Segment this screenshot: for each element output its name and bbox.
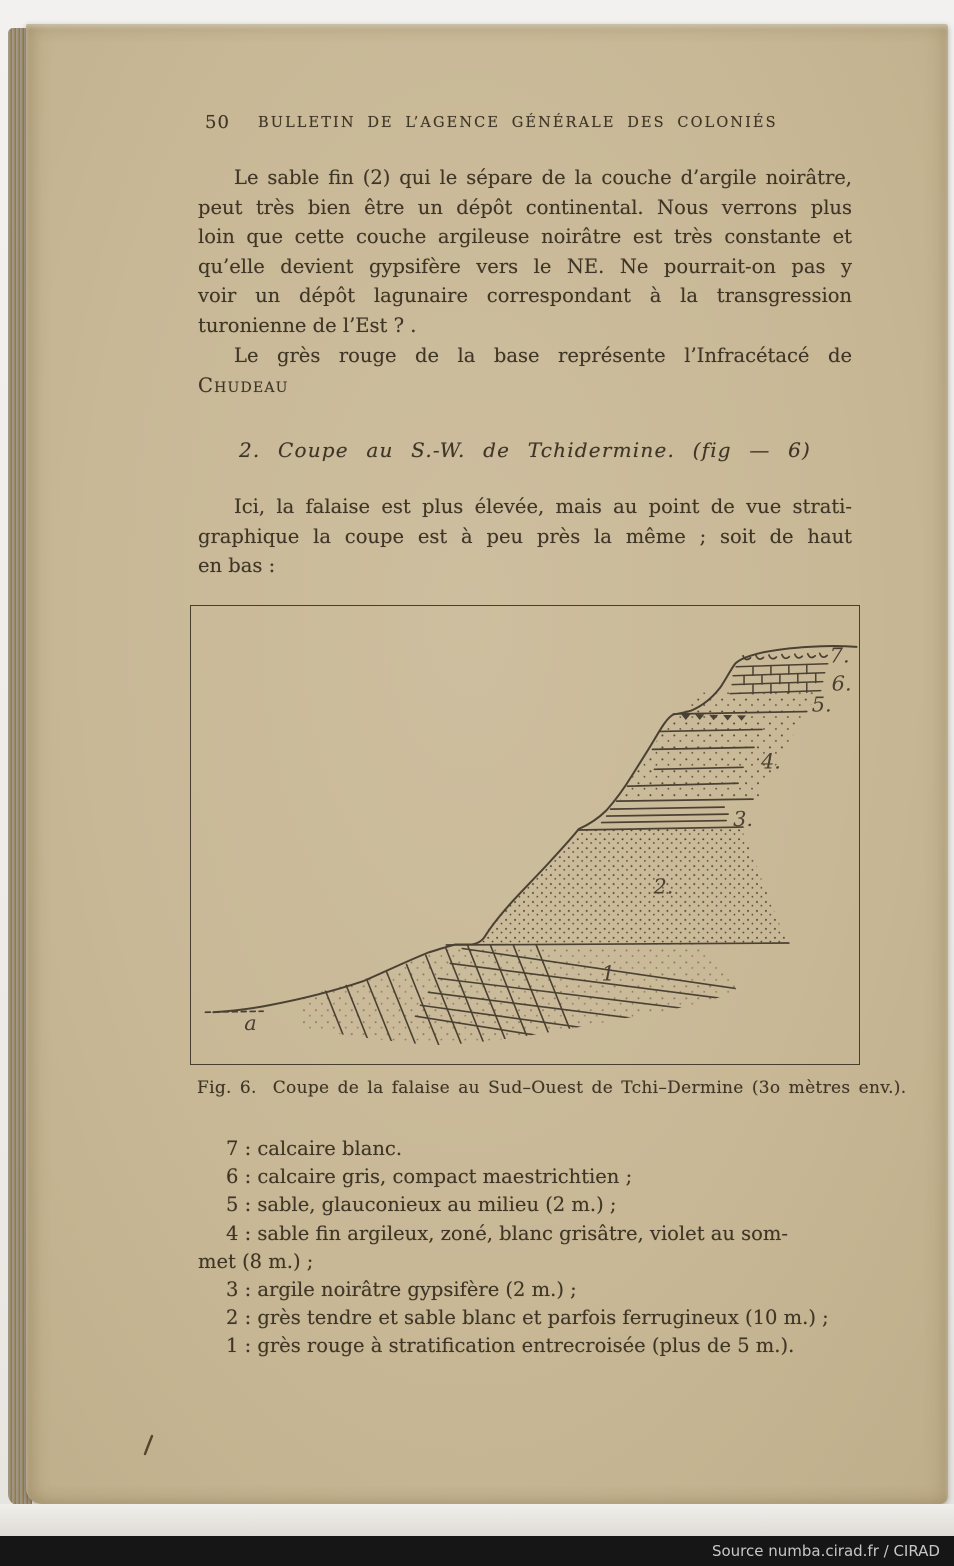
figure-frame: [190, 605, 860, 1065]
running-title: BULLETIN DE L’AGENCE GÉNÉRALE DES COLONIÉS: [258, 115, 778, 131]
layer-label-2: 2.: [653, 874, 674, 899]
text-line: graphique la coupe est à peu près la même ; soit de haut: [198, 524, 852, 548]
layer-label-5: 5.: [811, 692, 832, 717]
text-line: loin que cette couche argileuse noirâtre est très constante et: [198, 225, 852, 249]
pen-mark: [142, 1434, 156, 1456]
paragraph-1: [198, 163, 852, 341]
text-line: qu’elle devient gypsifère vers le NE. Ne pourrait-on pas y: [198, 254, 852, 278]
layer-label-6: 6.: [831, 671, 852, 696]
scanner-background: [0, 1504, 954, 1538]
figure-caption-text: Coupe de la falaise au Sud–Ouest de Tchi–Dermine (3o mètres env.).: [272, 1078, 907, 1098]
text-line: en bas :: [198, 554, 276, 578]
legend-line-continuation: met (8 m.) ;: [198, 1249, 314, 1273]
source-bar: [0, 1536, 954, 1566]
legend-line: 7 : calcaire blanc.: [226, 1137, 403, 1160]
text-line: voir un dépôt lagunaire correspondant à la transgression: [198, 284, 852, 308]
layer-6-brick-pattern: [730, 664, 828, 694]
layer-label-1: 1: [601, 961, 615, 986]
text-line: Le grès rouge de la base représente l’Infracétacé de: [234, 344, 852, 367]
text-line: Le sable fin (2) qui le sépare de la couche d’argile noirâtre,: [234, 166, 852, 189]
legend-line: 3 : argile noirâtre gypsifère (2 m.) ;: [226, 1278, 577, 1302]
figure-caption-label: Fig. 6.: [197, 1078, 257, 1098]
text-line-smallcaps: Chudeau: [198, 373, 289, 397]
layer-label-a: a: [244, 1011, 257, 1036]
strata-legend: [198, 1135, 858, 1361]
legend-line: 4 : sable fin argileux, zoné, blanc grisâtre, violet au som-: [226, 1221, 788, 1245]
legend-line: 2 : grès tendre et sable blanc et parfois ferrugineux (10 m.) ;: [226, 1306, 829, 1330]
paragraph-3: [198, 492, 852, 581]
layer-label-7: 7.: [829, 643, 850, 668]
text-line: turonienne de l’Est ? .: [198, 313, 417, 337]
stipple-fills: [301, 691, 821, 1055]
legend-line: 1 : grès rouge à stratification entrecroisée (plus de 5 m.).: [226, 1334, 795, 1358]
page-number: 50: [205, 112, 230, 133]
text-line: Ici, la falaise est plus élevée, mais au point de vue strati-: [234, 495, 852, 518]
layer-label-4: 4.: [760, 749, 781, 774]
paragraph-2: [198, 341, 852, 400]
figure-caption: [197, 1078, 907, 1098]
source-text: Source numba.cirad.fr / CIRAD: [711, 1542, 940, 1560]
legend-line: 5 : sable, glauconieux au milieu (2 m.) ;: [226, 1193, 617, 1217]
layer-label-3: 3.: [733, 807, 754, 832]
section-heading: 2. Coupe au S.-W. de Tchidermine. (fig — 6): [238, 438, 812, 462]
legend-line: 6 : calcaire gris, compact maestrichtien ;: [226, 1165, 633, 1189]
text-line: peut très bien être un dépôt continental. Nous verrons plus: [198, 195, 852, 219]
geological-cross-section-diagram: [191, 606, 859, 1064]
